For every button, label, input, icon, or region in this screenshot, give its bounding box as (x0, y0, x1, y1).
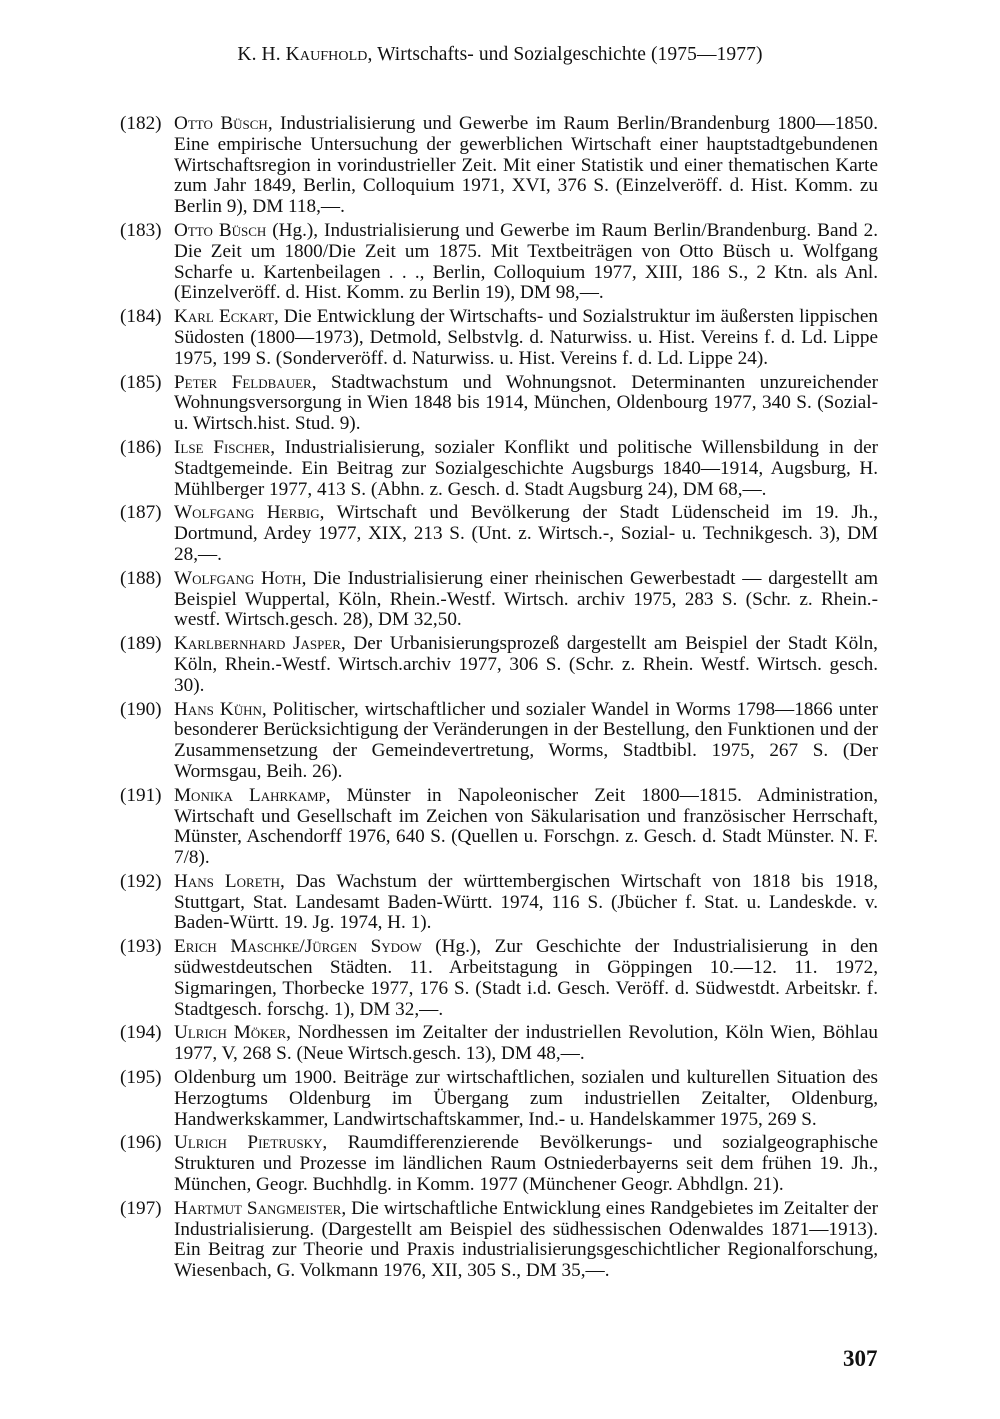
entry-text: , Der Urbanisierungsprozeß dargestellt am Beispiel der Stadt Köln, Köln, Rhein.-Westf. Wirtsch.archiv 1977, 306 S. (Schr. z. Rhein. Westf. Wirtsch. gesch. 30). (174, 633, 878, 696)
entry-author: Hartmut Sangmeister (174, 1197, 342, 1219)
entry-text: Oldenburg um 1900. Beiträge zur wirtschaftlichen, sozialen und kulturellen Situation des Herzogtums Oldenburg im Übergang zum industriellen Zeitalter, Oldenburg, Handwerkskammer, Landwirtschaftskammer, Ind.- u. Handelskammer 1975, 269 S. (174, 1067, 878, 1130)
bibliography-entry (120, 1133, 878, 1195)
entry-text: (Hg.), Zur Geschichte der Industrialisierung in den südwestdeutschen Städten. 11. Arbeitstagung in Göppingen 10.—12. 11. 1972, Sigmaringen, Thorbecke 1977, 176 S. (Stadt i.d. Gesch. Veröff. d. Südwestdt. Arbeitskr. f. Stadtgesch. forschg. 1), DM 32,—. (174, 936, 878, 1020)
entry-number: (188) (120, 567, 162, 589)
bibliography-entry (120, 937, 878, 1020)
entry-text: , Das Wachstum der württembergischen Wirtschaft von 1818 bis 1918, Stuttgart, Stat. Landesamt Baden-Württ. 1974, 116 S. (Jbücher f. Stat. u. Landeskde. v. Baden-Württ. 19. Jg. 1974, H. 1). (174, 870, 878, 934)
entry-number: (191) (120, 784, 162, 806)
entry-number: (189) (120, 633, 162, 655)
entry-author: Erich Maschke/Jürgen Sydow (174, 936, 422, 958)
entry-author: Monika Lahrkamp (174, 784, 326, 806)
entry-number: (194) (120, 1022, 162, 1044)
bibliography-entry (120, 307, 878, 369)
entry-number: (182) (120, 113, 162, 134)
entry-text: , Münster in Napoleonischer Zeit 1800—1815. Administration, Wirtschaft und Gesellschaft im Zeichen von Säkularisation und französischer Herrschaft, Münster, Aschendorff 1976, 640 S. (Quellen u. Forschgn. z. Gesch. d. Stadt Münster. N. F. 7/8). (174, 784, 878, 869)
header-title: Wirtschafts- und Sozialgeschichte (1975—1977) (377, 44, 763, 65)
entry-text: , Wirtschaft und Bevölkerung der Stadt Lüdenscheid im 19. Jh., Dortmund, Ardey 1977, XIX, 213 S. (Unt. z. Wirtsch.-, Sozial- u. Technikgesch. 3), DM 28,—. (174, 502, 878, 565)
entry-author: Ulrich Möker (174, 1022, 287, 1044)
entry-author: Hans Kühn (174, 698, 262, 720)
entry-number: (195) (120, 1067, 162, 1089)
entry-number: (196) (120, 1132, 162, 1154)
entry-text: , Industrialisierung, sozialer Konflikt und politische Willensbildung in der Stadtgemeinde. Ein Beitrag zur Sozialgeschichte Augsburgs 1840—1914, Augsburg, H. Mühlberger 1977, 413 S. (Abhn. z. Gesch. d. Stadt Augsburg 24), DM 68,—. (174, 436, 879, 500)
bibliography-entry (120, 1199, 878, 1282)
entry-author: Otto Büsch (174, 113, 268, 134)
entry-text: , Raumdifferenzierende Bevölkerungs- und sozialgeographische Strukturen und Prozesse im ländlichen Raum Ostniederbayerns seit dem frühen 19. Jh., München, Geogr. Buchhdlg. in Komm. 1977 (Münchener Geogr. Abhdlgn. 21). (174, 1132, 878, 1196)
entry-text: , Die wirtschaftliche Entwicklung eines Randgebietes im Zeitalter der Industrialisierung. (Dargestellt am Beispiel des südhessischen Odenwaldes 1871—1913). Ein Beitrag zur Theorie und Praxis industrialisierungsgeschichtlicher Regionalforschung, Wiesenbach, G. Volkmann 1976, XII, 305 S., DM 35,—. (174, 1197, 878, 1282)
bibliography-entry (120, 114, 878, 218)
entry-number: (197) (120, 1197, 162, 1219)
bibliography-entry (120, 634, 878, 696)
running-header (0, 44, 1000, 66)
entry-author: Wolfgang Herbig (174, 502, 320, 524)
entry-number: (183) (120, 219, 162, 241)
entry-number: (184) (120, 306, 162, 328)
entry-text: , Industrialisierung und Gewerbe im Raum Berlin/Brandenburg 1800—1850. Eine empirische Untersuchung der gewerblichen Wirtschaft einer hauptstadtgebundenen Wirtschaftsregion in vorindustrieller Zeit. Mit einer Statistik und einer thematischen Karte zum Jahr 1849, Berlin, Colloquium 1971, XVI, 376 S. (Einzelveröff. d. Hist. Komm. zu Berlin 9), DM 118,—. (174, 113, 878, 218)
entry-author: Ulrich Pietrusky (174, 1132, 323, 1154)
entry-author: Wolfgang Hoth (174, 567, 302, 589)
entry-author: Ilse Fischer (174, 436, 271, 458)
header-author: K. H. Kaufhold, (237, 44, 373, 65)
bibliography-entry (120, 786, 878, 869)
entry-author: Otto Büsch (174, 219, 267, 241)
bibliography-entry (120, 373, 878, 435)
entry-number: (187) (120, 502, 162, 524)
entry-text: , Politischer, wirtschaftlicher und sozialer Wandel in Worms 1798—1866 unter besonderer Berücksichtigung der Veränderungen in der Bestellung, den Funktionen und der Zusammensetzung der Gemeindevertretung, Worms, Stadtbibl. 1975, 267 S. (Der Wormsgau, Beih. 26). (174, 698, 878, 782)
bibliography-entry (120, 221, 878, 304)
entry-number: (192) (120, 870, 162, 892)
bibliography-entry (120, 1023, 878, 1065)
bibliography-entry (120, 438, 878, 500)
entry-text: , Die Entwicklung der Wirtschafts- und Sozialstruktur im äußersten lippischen Südosten (1800—1973), Detmold, Selbstvlg. d. Naturwiss. u. Hist. Vereins f. d. Ld. Lippe 1975, 199 S. (Sonderveröff. d. Naturwiss. u. Hist. Vereins f. d. Ld. Lippe 24). (174, 306, 879, 369)
bibliography-entry (120, 700, 878, 783)
entry-text: (Hg.), Industrialisierung und Gewerbe im Raum Berlin/Brandenburg. Band 2. Die Zeit um 1800/Die Zeit um 1875. Mit Textbeiträgen von Otto Büsch u. Wolfgang Scharfe u. Kartenbeilagen . . ., Berlin, Colloquium 1977, XIII, 186 S., 2 Ktn. als Anl. (Einzelveröff. d. Hist. Komm. zu Berlin 19), DM 98,—. (174, 219, 878, 304)
entry-author: Hans Loreth (174, 870, 280, 892)
entry-author: Karlbernhard Jasper (174, 633, 341, 655)
page-number: 307 (843, 1346, 878, 1371)
bibliography-list (120, 114, 878, 1285)
entry-number: (190) (120, 698, 162, 720)
bibliography-entry (120, 1068, 878, 1130)
entry-text: , Nordhessen im Zeitalter der industriellen Revolution, Köln Wien, Böhlau 1977, V, 268 S. (Neue Wirtsch.gesch. 13), DM 48,—. (174, 1022, 878, 1065)
entry-text: , Stadtwachstum und Wohnungsnot. Determinanten unzureichender Wohnungsversorgung in Wien 1848 bis 1914, München, Oldenbourg 1977, 340 S. (Sozial- u. Wirtsch.hist. Stud. 9). (174, 371, 879, 435)
entry-text: , Die Industrialisierung einer rheinischen Gewerbestadt — dargestellt am Beispiel Wuppertal, Köln, Rhein.-Westf. Wirtsch. archiv 1975, 283 S. (Schr. z. Rhein.-westf. Wirtsch.gesch. 28), DM 32,50. (174, 567, 878, 631)
entry-number: (186) (120, 436, 162, 458)
bibliography-entry (120, 569, 878, 631)
entry-author: Peter Feldbauer (174, 371, 312, 393)
entry-number: (185) (120, 371, 162, 393)
entry-author: Karl Eckart (174, 306, 274, 328)
entry-number: (193) (120, 936, 162, 958)
bibliography-entry (120, 503, 878, 565)
bibliography-entry (120, 872, 878, 934)
